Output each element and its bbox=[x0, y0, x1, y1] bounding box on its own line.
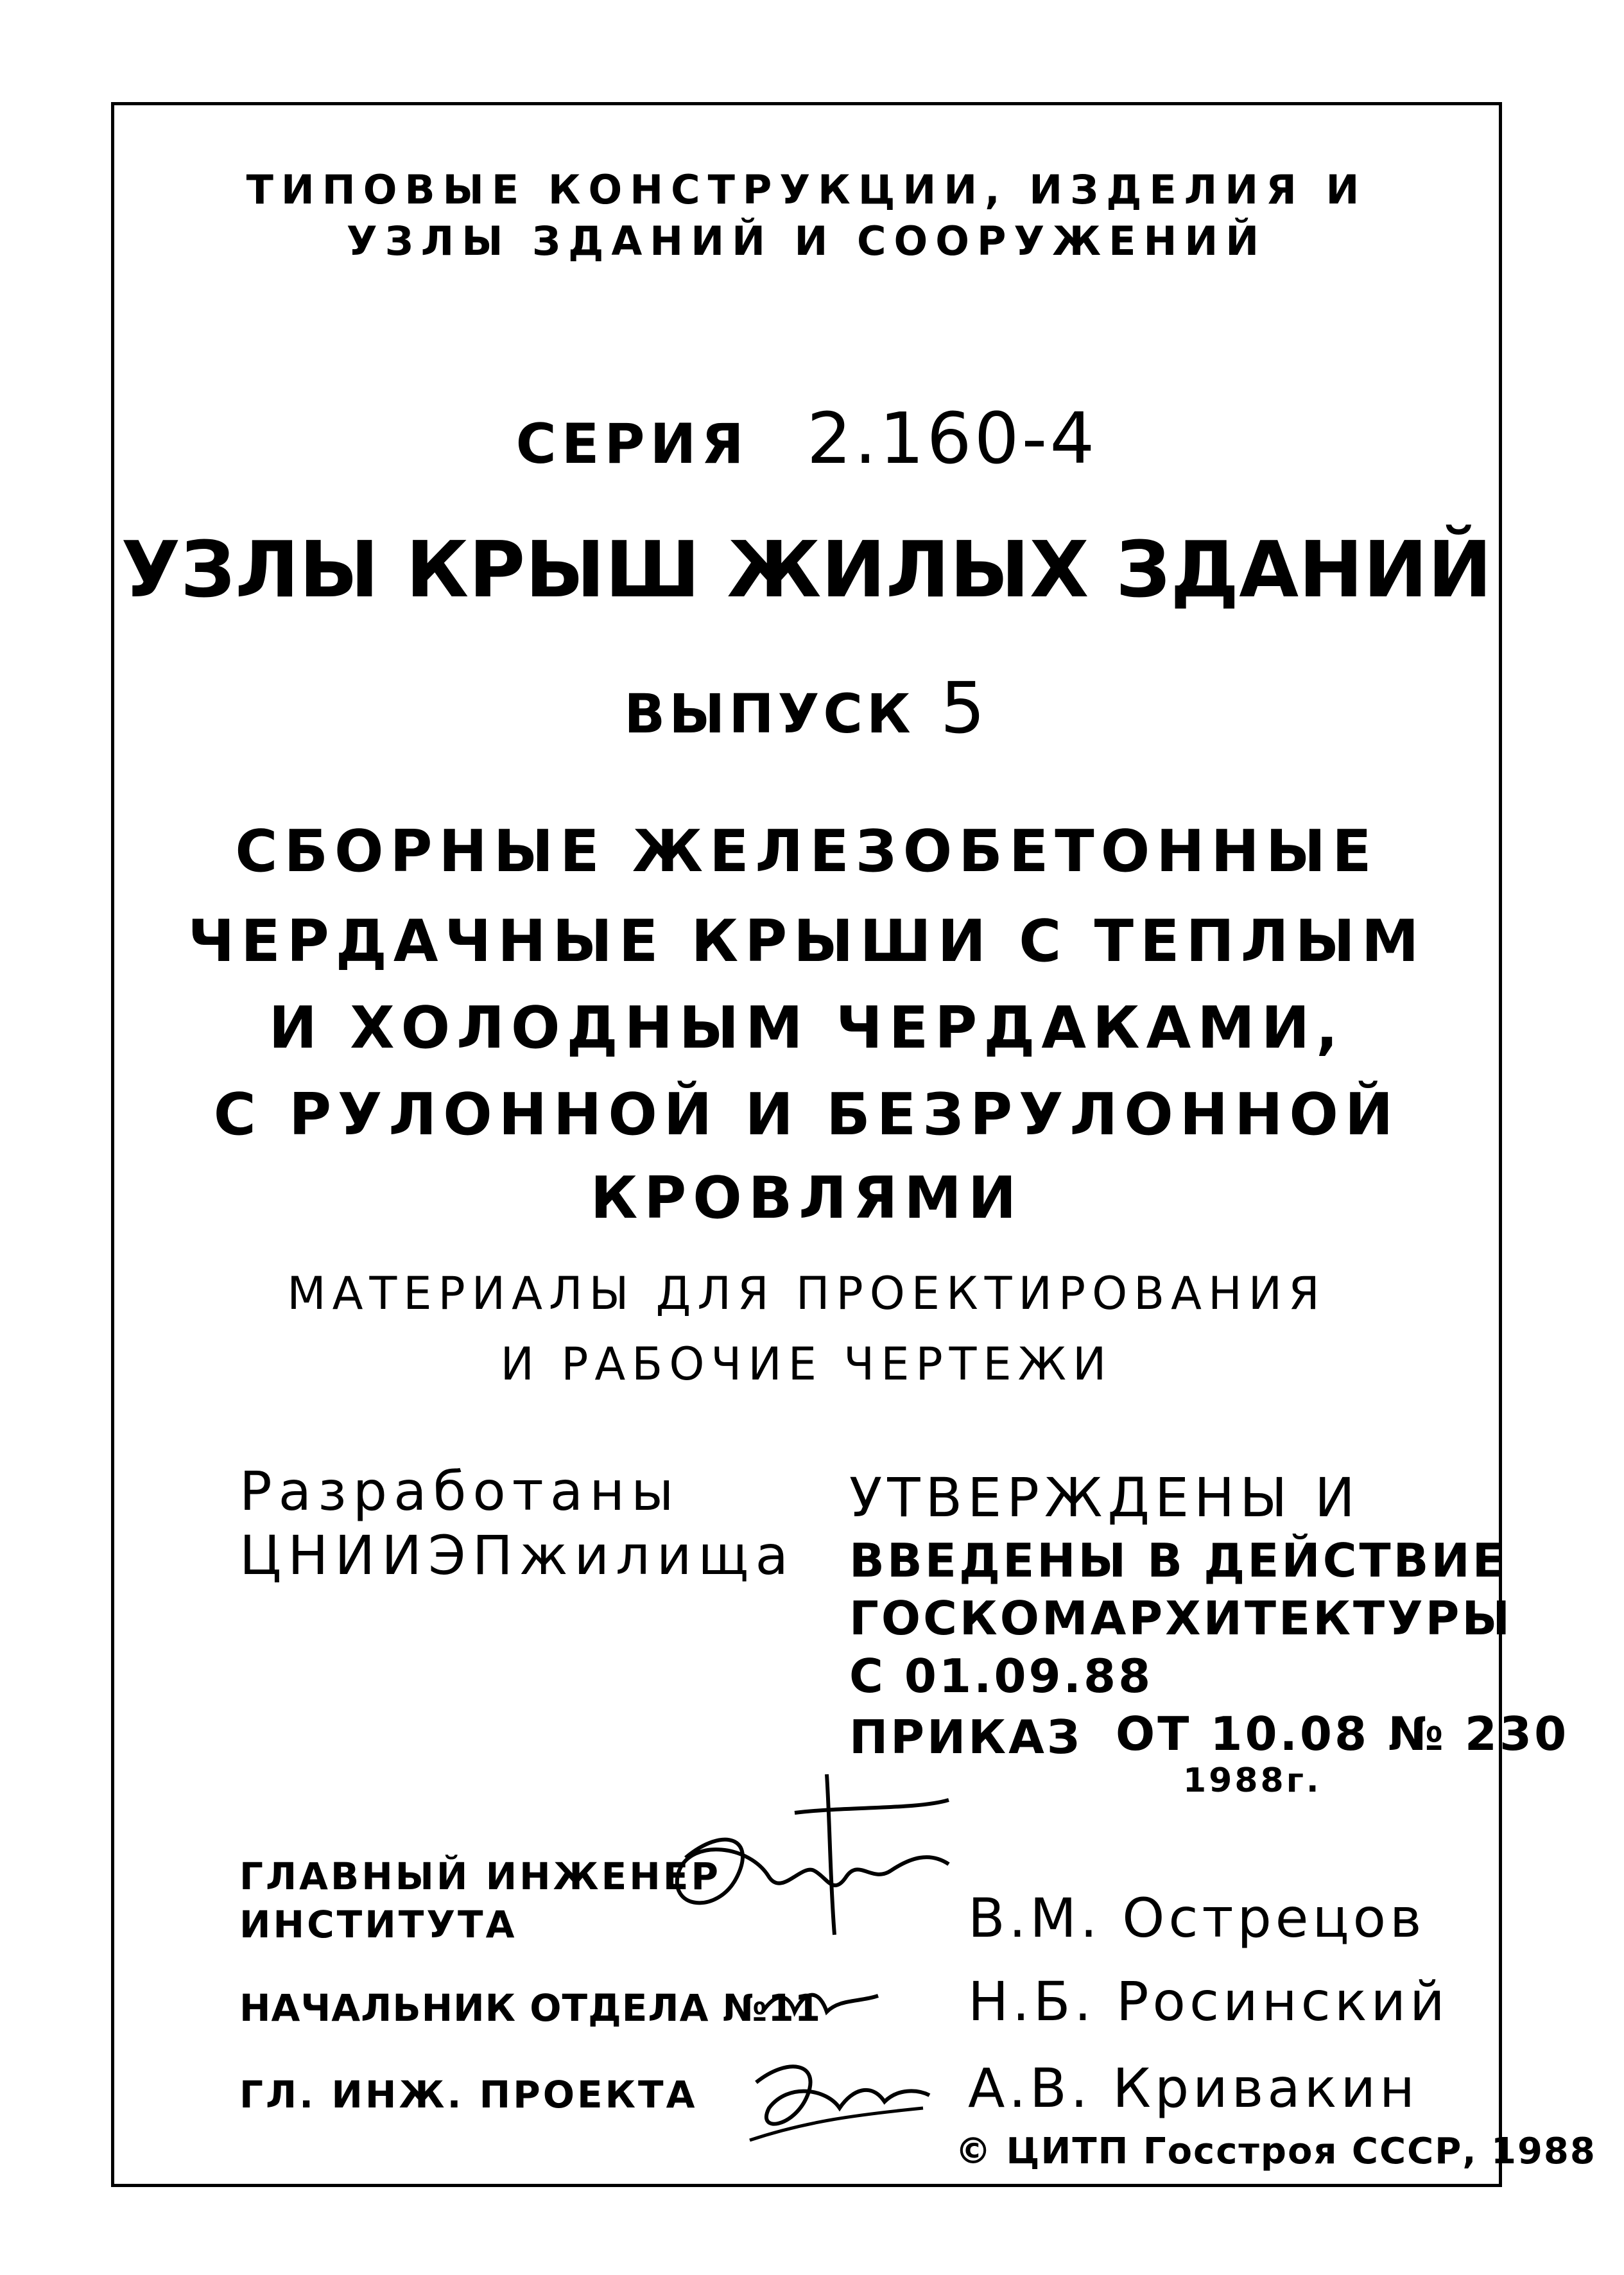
series-label: СЕРИЯ bbox=[515, 412, 749, 476]
approved-line-2: ВВЕДЕНЫ В ДЕЙСТВИЕ bbox=[849, 1534, 1507, 1587]
order-value: ОТ 10.08 № 230 bbox=[1116, 1707, 1569, 1761]
subtitle-line-2: ЧЕРДАЧНЫЕ КРЫШИ С ТЕПЛЫМ bbox=[187, 908, 1426, 975]
role-project-engineer: ГЛ. ИНЖ. ПРОЕКТА bbox=[239, 2073, 698, 2116]
approved-line-1: УТВЕРЖДЕНЫ И bbox=[849, 1466, 1360, 1529]
issue-number: 5 bbox=[940, 667, 989, 749]
subtitle-line-5: КРОВЛЯМИ bbox=[590, 1164, 1023, 1232]
name-department-head: Н.Б. Росинский bbox=[968, 1970, 1449, 2033]
role-chief-engineer-line-1: ГЛАВНЫЙ ИНЖЕНЕР bbox=[239, 1855, 721, 1898]
signature-project-engineer bbox=[730, 2044, 942, 2153]
developed-by-label: Разработаны bbox=[239, 1460, 680, 1523]
issue-label: ВЫПУСК bbox=[624, 682, 915, 745]
developer-organization: ЦНИИЭПжилища bbox=[239, 1524, 795, 1587]
approved-line-3: ГОСКОМАРХИТЕКТУРЫ bbox=[849, 1591, 1513, 1645]
title-page-frame bbox=[111, 102, 1596, 2187]
header-line-2: УЗЛЫ ЗДАНИЙ И СООРУЖЕНИЙ bbox=[346, 218, 1267, 264]
approved-date: С 01.09.88 bbox=[849, 1649, 1153, 1703]
order-label: ПРИКАЗ bbox=[849, 1710, 1083, 1764]
subtitle-line-3: И ХОЛОДНЫМ ЧЕРДАКАМИ, bbox=[268, 994, 1345, 1062]
role-chief-engineer-line-2: ИНСТИТУТА bbox=[239, 1903, 517, 1946]
materials-line-2: И РАБОЧИЕ ЧЕРТЕЖИ bbox=[500, 1338, 1113, 1390]
series-number: 2.160-4 bbox=[806, 397, 1098, 480]
document-title: УЗЛЫ КРЫШ ЖИЛЫХ ЗДАНИЙ bbox=[121, 526, 1492, 615]
subtitle-line-1: СБОРНЫЕ ЖЕЛЕЗОБЕТОННЫЕ bbox=[235, 818, 1378, 885]
materials-line-1: МАТЕРИАЛЫ ДЛЯ ПРОЕКТИРОВАНИЯ bbox=[287, 1267, 1326, 1320]
copyright: © ЦИТП Госстроя СССР, 1988 bbox=[955, 2131, 1596, 2172]
signature-department-head bbox=[750, 1967, 891, 2037]
header-line-1: ТИПОВЫЕ КОНСТРУКЦИИ, ИЗДЕЛИЯ И bbox=[246, 166, 1367, 213]
series bbox=[114, 397, 1499, 480]
name-chief-engineer: В.М. Острецов bbox=[968, 1887, 1426, 1950]
order-year: 1988г. bbox=[1183, 1761, 1322, 1800]
role-department-head: НАЧАЛЬНИК ОТДЕЛА №11 bbox=[239, 1986, 822, 2030]
subtitle-line-4: С РУЛОННОЙ И БЕЗРУЛОННОЙ bbox=[213, 1081, 1400, 1148]
name-project-engineer: А.В. Кривакин bbox=[968, 2057, 1419, 2120]
issue bbox=[114, 667, 1499, 749]
signature-chief-engineer bbox=[647, 1749, 1006, 1960]
